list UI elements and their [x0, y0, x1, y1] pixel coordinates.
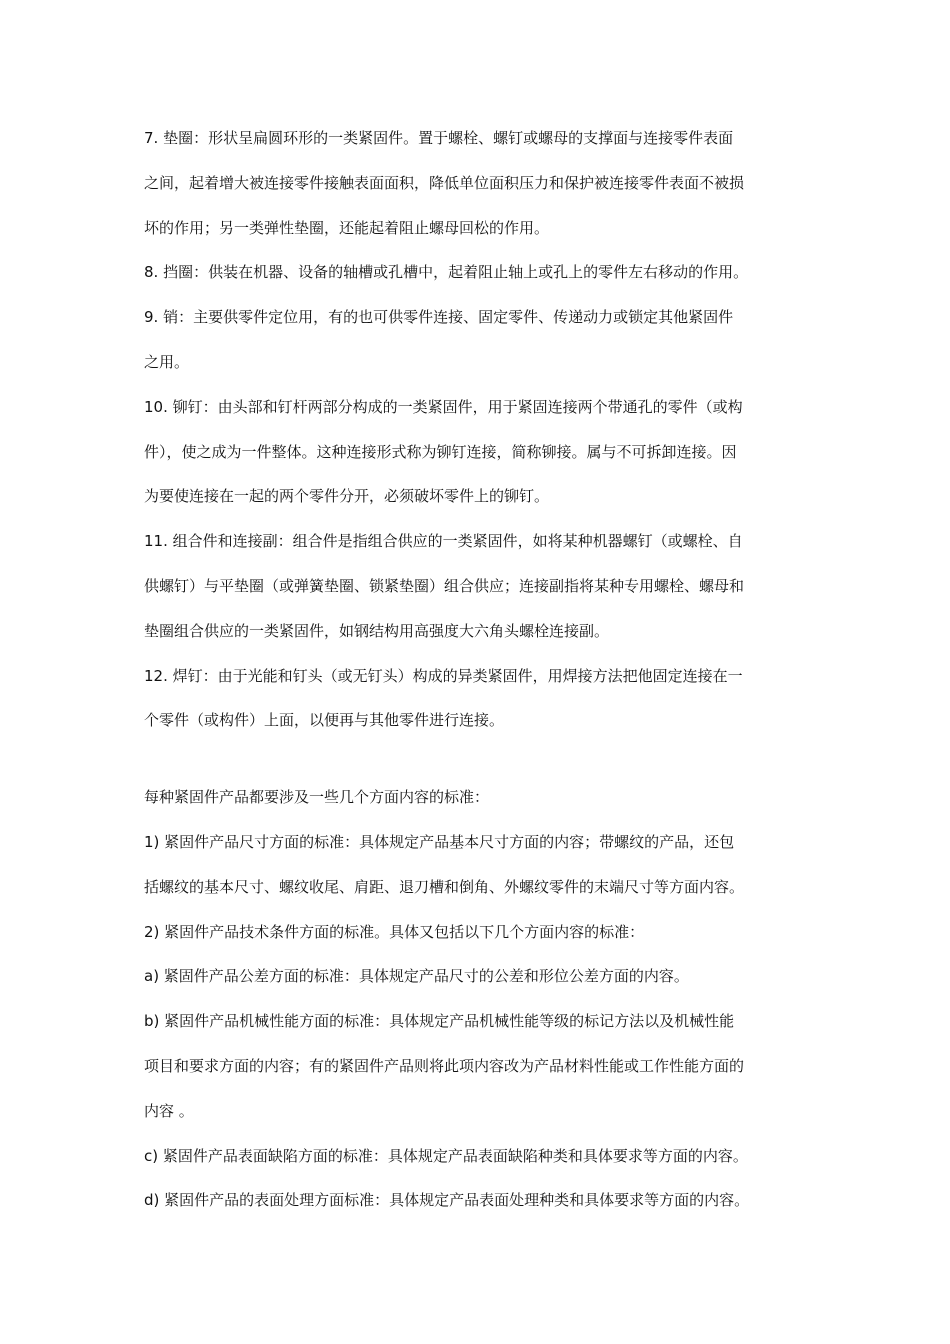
text-line: 10. 铆钉：由头部和钉杆两部分构成的一类紧固件，用于紧固连接两个带通孔的零件（或构	[144, 397, 743, 416]
text-line: 之间，起着增大被连接零件接触表面面积，降低单位面积压力和保护被连接零件表面不被损	[144, 173, 745, 192]
text-line: 11. 组合件和连接副：组合件是指组合供应的一类紧固件，如将某种机器螺钉（或螺栓、自	[144, 532, 743, 551]
text-line: d) 紧固件产品的表面处理方面标准：具体规定产品表面处理种类和具体要求等方面的内容。	[144, 1191, 750, 1210]
text-line: 垫圈组合供应的一类紧固件，如钢结构用高强度大六角头螺栓连接副。	[144, 621, 610, 640]
text-line: c) 紧固件产品表面缺陷方面的标准：具体规定产品表面缺陷种类和具体要求等方面的内容。	[144, 1146, 748, 1165]
text-line: 件），使之成为一件整体。这种连接形式称为铆钉连接，简称铆接。属与不可拆卸连接。因	[144, 442, 737, 461]
text-line: 供螺钉）与平垫圈（或弹簧垫圈、锁紧垫圈）组合供应；连接副指将某种专用螺栓、螺母和	[144, 576, 745, 595]
text-line: 项目和要求方面的内容；有的紧固件产品则将此项内容改为产品材料性能或工作性能方面的	[144, 1056, 745, 1075]
text-line: 7. 垫圈：形状呈扁圆环形的一类紧固件。置于螺栓、螺钉或螺母的支撑面与连接零件表面	[144, 129, 734, 147]
text-line: 12. 焊钉：由于光能和钉头（或无钉头）构成的异类紧固件，用焊接方法把他固定连接在一	[144, 666, 743, 685]
text-line: 8. 挡圈：供装在机器、设备的轴槽或孔槽中，起着阻止轴上或孔上的零件左右移动的作用。	[144, 263, 749, 282]
text-line: a) 紧固件产品公差方面的标准：具体规定产品尺寸的公差和形位公差方面的内容。	[144, 967, 689, 986]
text-line: 个零件（或构件）上面，以便再与其他零件进行连接。	[144, 711, 505, 730]
text-line: 为要使连接在一起的两个零件分开，必须破坏零件上的铆钉。	[144, 487, 550, 506]
document-body	[144, 123, 808, 1230]
text-line: 2) 紧固件产品技术条件方面的标准。具体又包括以下几个方面内容的标准：	[144, 922, 645, 941]
text-line: 1) 紧固件产品尺寸方面的标准：具体规定产品基本尺寸方面的内容；带螺纹的产品，还包	[144, 832, 735, 851]
text-line: 每种紧固件产品都要涉及一些几个方面内容的标准：	[144, 788, 490, 807]
paragraph-gap	[144, 750, 808, 782]
text-line: 括螺纹的基本尺寸、螺纹收尾、肩距、退刀槽和倒角、外螺纹零件的末端尺寸等方面内容。	[144, 877, 745, 896]
text-line: 坏的作用；另一类弹性垫圈，还能起着阻止螺母回松的作用。	[144, 218, 550, 237]
text-line: 内容 。	[144, 1101, 194, 1120]
text-line: 之用。	[144, 352, 190, 371]
text-line: 9. 销：主要供零件定位用，有的也可供零件连接、固定零件、传递动力或锁定其他紧固件	[144, 308, 734, 327]
text-line: b) 紧固件产品机械性能方面的标准：具体规定产品机械性能等级的标记方法以及机械性能	[144, 1012, 735, 1031]
